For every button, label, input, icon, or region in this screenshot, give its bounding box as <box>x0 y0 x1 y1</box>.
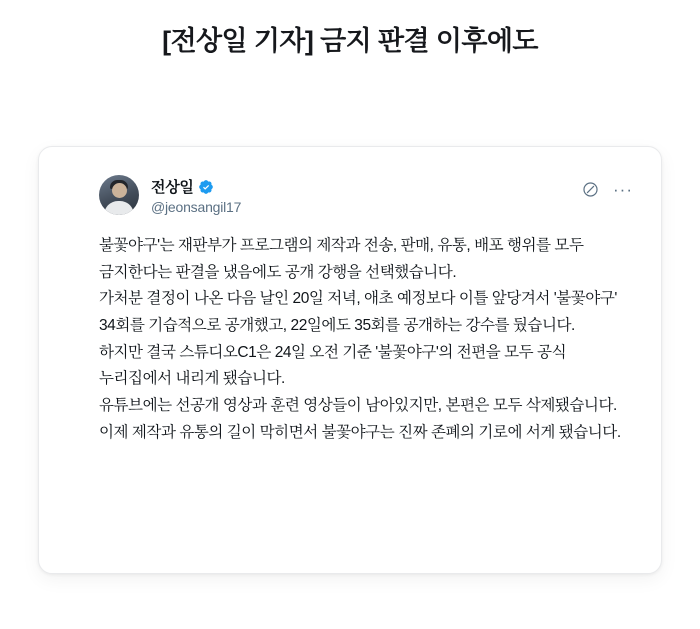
avatar-face <box>112 183 127 198</box>
page-title: [전상일 기자] 금지 판결 이후에도 <box>162 26 538 56</box>
tweet-author-block <box>151 175 582 215</box>
tweet-author-name-row <box>151 176 582 197</box>
tweet-card[interactable] <box>38 146 662 574</box>
tweet-paragraph: 하지만 결국 스튜디오C1은 24일 오전 기준 '불꽃야구'의 전편을 모두 공식 누리집에서 내리게 됐습니다. <box>99 343 567 388</box>
tweet-paragraph: 가처분 결정이 나온 다음 날인 20일 저녁, 애초 예정보다 이틀 앞당겨서 '불꽃야구' 34회를 기습적으로 공개했고, 22일에도 35회를 공개하는 강수를 뒀습니다. <box>99 290 617 334</box>
grok-icon[interactable] <box>582 181 599 198</box>
tweet-header <box>65 175 635 215</box>
tweet-handle[interactable]: @jeonsangil17 <box>151 199 242 215</box>
embedded-tweet-container <box>38 146 662 574</box>
tweet-text <box>65 233 635 446</box>
tweet-paragraph: 불꽃야구'는 재판부가 프로그램의 제작과 전송, 판매, 유통, 배포 행위를 모두 금지한다는 판결을 냈음에도 공개 강행을 선택했습니다. <box>99 237 584 281</box>
tweet-display-name[interactable]: 전상일 <box>151 179 194 196</box>
verified-badge-icon <box>198 179 214 195</box>
avatar[interactable] <box>99 175 139 215</box>
more-options-icon[interactable]: ··· <box>613 179 633 199</box>
tweet-paragraph: 이제 제작과 유통의 길이 막히면서 불꽃야구는 진짜 존폐의 기로에 서게 됐습니다. <box>99 423 621 441</box>
avatar-body <box>104 201 134 215</box>
tweet-header-actions <box>582 175 633 198</box>
tweet-paragraph: 유튜브에는 선공개 영상과 훈련 영상들이 남아있지만, 본편은 모두 삭제됐습니다. <box>99 396 617 414</box>
